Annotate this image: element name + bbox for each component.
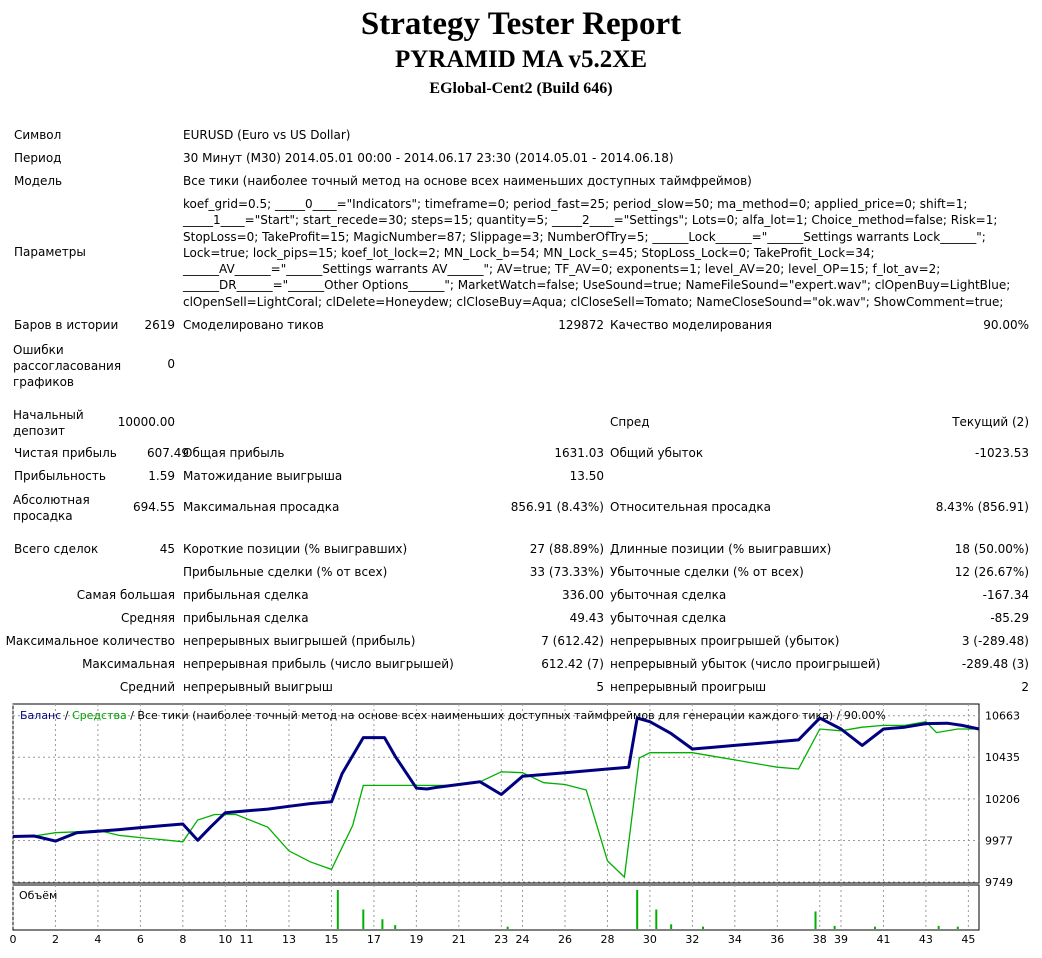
deposit-value: 10000.00 xyxy=(117,415,175,429)
maximal-loss-value: -289.48 (3) xyxy=(961,657,1029,671)
y-tick-label: 10206 xyxy=(985,792,1020,806)
maximal-profit-label: непрерывная прибыль (число выигрышей) xyxy=(183,657,454,671)
params-label: Параметры xyxy=(14,245,86,259)
rel-drawdown-value: 8.43% (856.91) xyxy=(935,500,1029,514)
x-tick-label: 15 xyxy=(324,933,339,946)
server-build: EGlobal-Cent2 (Build 646) xyxy=(429,80,613,97)
params-value: koef_grid=0.5; _____0____="Indicators"; timeframe=0; period_fast=25; period_slow=50; ma_method=0; applied_price=0; shift=1; _____1____="Start"; start_recede=30; steps=15; quantity=5; _____2____="Settings"; Lots=0; alfa_lot=1; Choice_method=false; Risk=1; StopLoss=0; TakeProfit=15; MagicNumber=87; Slippage=3; NumberOfTry=5; ______Lock______="______Settings warrants Lock______"; Lock=true; lock_pips=15; koef_lot_lock=2; MN_Lock_b=54; MN_Lock_s=45; StopLoss_Lock=0; TakeProfit_Lock=34; ______AV______="______Settings warrants AV______"; AV=true; TF_AV=0; exponents=1; level_AV=20; level_OP=15; f_lot_av=2; ______DR______="______Other Options______"; MarketWatch=false; UseSound=true; NameFileSound="expert.wav"; clOpenBuy=LightBlue; clOpenSell=LightCoral; clDelete=Honeydew; clCloseBuy=Aqua; clCloseSell=Tomato; NameCloseSound="ok.wav"; ShowComment=true; xyxy=(183,197,1011,309)
gross-profit-label: Общая прибыль xyxy=(183,446,285,460)
svg-text:Баланс / Средства / Все тики ( xyxy=(20,709,886,722)
spread-label: Спред xyxy=(610,415,650,429)
x-tick-label: 24 xyxy=(515,933,530,946)
largest-loss-label: убыточная сделка xyxy=(610,588,727,602)
maximal-profit-value: 612.42 (7) xyxy=(541,657,604,671)
x-tick-label: 36 xyxy=(770,933,785,946)
ticks-label: Смоделировано тиков xyxy=(183,318,324,332)
x-tick-label: 41 xyxy=(876,933,891,946)
maximal-loss-label: непрерывный убыток (число проигрышей) xyxy=(610,657,881,671)
loss-trades-value: 12 (26.67%) xyxy=(954,565,1029,579)
period-label: Период xyxy=(14,151,62,165)
x-tick-label: 2 xyxy=(51,933,59,946)
balance-chart xyxy=(0,700,1042,958)
errors-label: Ошибки рассогласования графиков xyxy=(13,343,122,389)
x-tick-label: 17 xyxy=(366,933,381,946)
quality-value: 90.00% xyxy=(983,318,1029,332)
x-tick-label: 0 xyxy=(9,933,17,946)
long-positions-value: 18 (50.00%) xyxy=(954,542,1029,556)
net-profit-value: 607.49 xyxy=(147,446,189,460)
x-tick-label: 6 xyxy=(136,933,144,946)
x-tick-label: 26 xyxy=(558,933,572,946)
expert-name: PYRAMID MA v5.2XE xyxy=(394,46,648,73)
profit-trades-value: 33 (73.33%) xyxy=(529,565,604,579)
x-tick-label: 10 xyxy=(218,933,233,946)
largest-profit-label: прибыльная сделка xyxy=(183,588,309,602)
max-cons-wins-value: 7 (612.42) xyxy=(541,634,604,648)
ticks-value: 129872 xyxy=(558,318,604,332)
largest-profit-value: 336.00 xyxy=(562,588,604,602)
avg-cons-losses-value: 2 xyxy=(1021,680,1029,694)
profit-factor-value: 1.59 xyxy=(148,469,175,483)
y-tick-label: 9977 xyxy=(985,834,1013,848)
x-tick-label: 39 xyxy=(834,933,848,946)
maximal-label: Максимальная xyxy=(82,657,175,671)
short-positions-label: Короткие позиции (% выигравших) xyxy=(183,542,408,556)
max-cons-losses-label: непрерывных проигрышей (убыток) xyxy=(610,634,840,648)
abs-drawdown-value: 694.55 xyxy=(133,500,175,514)
model-label: Модель xyxy=(14,174,63,188)
short-positions-value: 27 (88.89%) xyxy=(529,542,604,556)
x-tick-label: 8 xyxy=(179,933,187,946)
average-loss-value: -85.29 xyxy=(990,611,1029,625)
x-tick-label: 28 xyxy=(600,933,615,946)
bars-label: Баров в истории xyxy=(14,318,119,332)
x-tick-label: 38 xyxy=(812,933,827,946)
model-value: Все тики (наиболее точный метод на основе всех наименьших доступных таймфреймов) xyxy=(183,174,752,188)
legend-balance: Баланс xyxy=(20,709,62,722)
net-profit-label: Чистая прибыль xyxy=(14,446,117,460)
x-tick-label: 19 xyxy=(409,933,424,946)
largest-label: Самая большая xyxy=(76,588,175,602)
symbol-value: EURUSD (Euro vs US Dollar) xyxy=(183,128,351,142)
deposit-label: Начальный депозит xyxy=(13,408,84,438)
x-tick-label: 43 xyxy=(918,933,933,946)
max-drawdown-value: 856.91 (8.43%) xyxy=(510,500,604,514)
max-count-label: Максимальное количество xyxy=(5,634,175,648)
gross-loss-value: -1023.53 xyxy=(975,446,1029,460)
gross-profit-value: 1631.03 xyxy=(554,446,604,460)
x-tick-label: 4 xyxy=(94,933,102,946)
abs-drawdown-label: Абсолютная просадка xyxy=(13,493,90,523)
x-tick-label: 45 xyxy=(961,933,976,946)
x-tick-label: 21 xyxy=(451,933,466,946)
average-profit-value: 49.43 xyxy=(569,611,604,625)
max-cons-wins-label: непрерывных выигрышей (прибыль) xyxy=(183,634,416,648)
legend-description: / Все тики (наиболее точный метод на основе всех наименьших доступных таймфреймов для генерации каждого тика) / 90.00% xyxy=(126,709,886,722)
long-positions-label: Длинные позиции (% выигравших) xyxy=(610,542,832,556)
legend-equity: Средства xyxy=(72,709,127,722)
bars-value: 2619 xyxy=(144,318,175,332)
report-title: Strategy Tester Report xyxy=(360,6,682,42)
x-tick-label: 34 xyxy=(727,933,742,946)
max-cons-losses-value: 3 (-289.48) xyxy=(961,634,1029,648)
largest-loss-value: -167.34 xyxy=(982,588,1029,602)
max-drawdown-label: Максимальная просадка xyxy=(183,500,340,514)
period-value: 30 Минут (M30) 2014.05.01 00:00 - 2014.06.17 23:30 (2014.05.01 - 2014.06.18) xyxy=(183,151,674,165)
total-trades-label: Всего сделок xyxy=(14,542,99,556)
y-tick-label: 10663 xyxy=(985,709,1020,723)
x-tick-label: 30 xyxy=(642,933,657,946)
expected-payoff-value: 13.50 xyxy=(569,469,604,483)
y-tick-label: 9749 xyxy=(985,876,1013,889)
x-tick-label: 13 xyxy=(282,933,296,946)
avg-cons-wins-value: 5 xyxy=(596,680,604,694)
y-tick-label: 10435 xyxy=(985,751,1020,765)
average-label: Средняя xyxy=(121,611,175,625)
symbol-label: Символ xyxy=(14,128,62,142)
volume-label: Объём xyxy=(19,889,58,902)
x-tick-label: 32 xyxy=(685,933,700,946)
expected-payoff-label: Матожидание выигрыша xyxy=(183,469,343,483)
quality-label: Качество моделирования xyxy=(610,318,772,332)
gross-loss-label: Общий убыток xyxy=(610,446,704,460)
avg-cons-wins-label: непрерывный выигрыш xyxy=(183,680,333,694)
rel-drawdown-label: Относительная просадка xyxy=(610,500,772,514)
avg-cons-label: Средний xyxy=(119,680,175,694)
profit-trades-label: Прибыльные сделки (% от всех) xyxy=(183,565,388,579)
legend-separator: / xyxy=(61,709,73,722)
avg-cons-losses-label: непрерывный проигрыш xyxy=(610,680,767,694)
average-loss-label: убыточная сделка xyxy=(610,611,727,625)
x-tick-label: 11 xyxy=(239,933,254,946)
profit-factor-label: Прибыльность xyxy=(14,469,106,483)
loss-trades-label: Убыточные сделки (% от всех) xyxy=(610,565,804,579)
errors-value: 0 xyxy=(167,357,175,371)
spread-value: Текущий (2) xyxy=(952,415,1029,429)
average-profit-label: прибыльная сделка xyxy=(183,611,309,625)
x-tick-label: 23 xyxy=(494,933,509,946)
total-trades-value: 45 xyxy=(159,542,175,556)
